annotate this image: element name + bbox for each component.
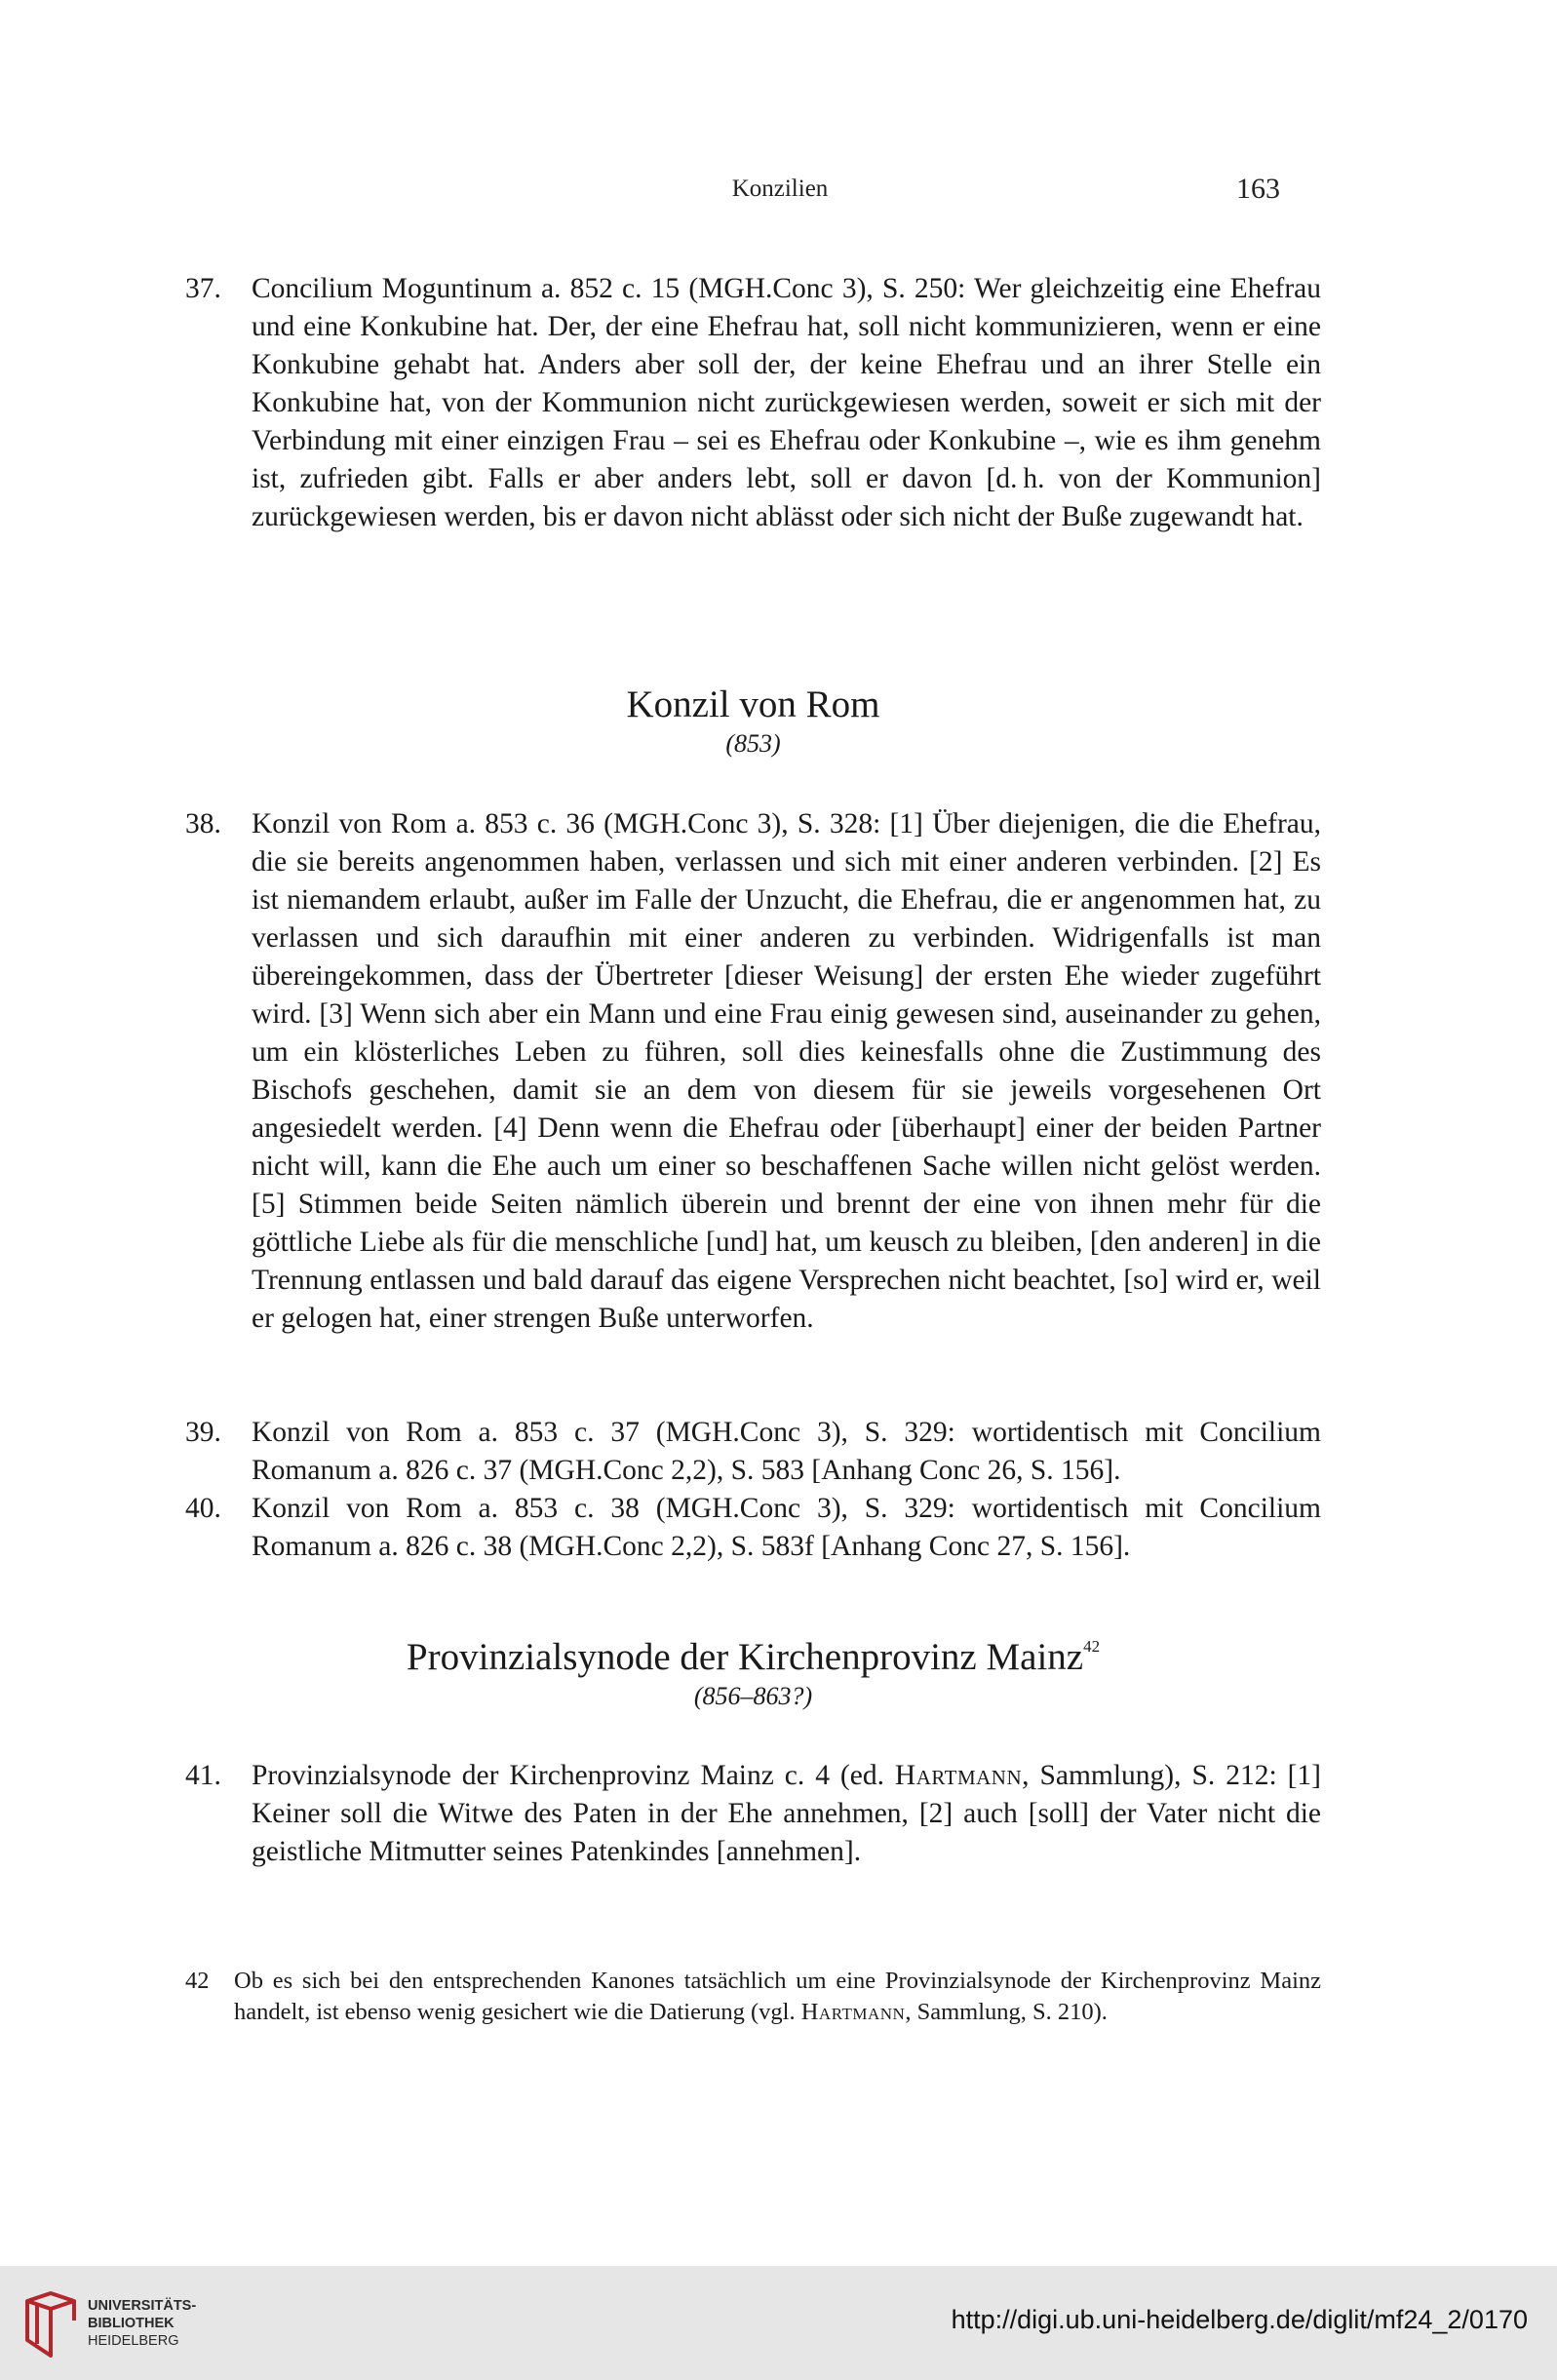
section-date: (856–863?) [693,1682,813,1710]
running-head-title: Konzilien [731,176,829,202]
footnote-text-part: Ob es sich bei den entsprechenden Kanones tatsächlich um eine Provinzialsynode der Kirchenprovinz Mainz handelt, ist ebenso wenig gesichert wie die Datierung (vgl. [234,1968,1321,2025]
entry-number: 41. [185,1760,221,1791]
entry-text: Konzil von Rom a. 853 c. 36 (MGH.Conc 3), S. 328: [1] Über diejenigen, die die Ehefrau, die sie bereits angenommen haben, verlassen und sich mit einer anderen verbinden. [2] Es ist niemandem erlaubt, außer im Falle der Unzucht, die Ehefrau, die er angenommen hat, zu verlassen und sich daraufhin mit einer anderen zu verbinden. Widrigenfalls ist man übereingekommen, dass der Übertreter [dieser Weisung] der ersten Ehe wieder zugeführt wird. [3] Wenn sich aber ein Mann und eine Frau einig gewesen sind, auseinander zu gehen, um ein klösterliches Leben zu führen, soll dies keinesfalls ohne die Zustimmung des Bischofs geschehen, damit sie an dem von diesem für sie jeweils vorgesehenen Ort angesiedelt werden. [4] Denn wenn die Ehefrau oder [überhaupt] einer der beiden Partner nicht will, kann die Ehe auch um einer so beschaffenen Sache willen nicht gelöst werden. [5] Stimmen beide Seiten nämlich überein und brennt der eine von ihnen mehr für die göttliche Liebe als für die menschliche [und] hat, um keusch zu bleiben, [den anderen] in die Trennung entlassen und bald darauf das eigene Versprechen nicht beachtet, [so] wird er, weil er gelogen hat, einer strengen Buße unterworfen. [252,808,1321,1334]
author-name: Hartmann [800,1999,906,2025]
entry-text [252,1757,1321,1871]
entry-number: 37. [185,273,221,304]
entry-text-part: , Sammlung), S. 212: [1] Keiner soll die Witwe des Paten in der Ehe annehmen, [2] auch [soll] der Vater nicht die geistliche Mitmutter seines Patenkindes [annehmen]. [252,1760,1321,1867]
entry-number: 40. [185,1493,221,1524]
library-name-line: HEIDELBERG [88,2333,179,2349]
entry-37 [185,270,1321,536]
ub-heidelberg-logo-icon[interactable] [21,2291,80,2358]
page-number: 163 [1236,173,1280,205]
section-heading-rom [185,683,1321,761]
entry-text: Konzil von Rom a. 853 c. 38 (MGH.Conc 3), S. 329: wortidentisch mit Concilium Romanum a. 826 c. 38 (MGH.Conc 2,2), S. 583f [Anhang Conc 27, S. 156]. [252,1493,1321,1562]
section-title [185,1635,1321,1680]
footnote-number: 42 [185,1968,210,1994]
entry-39 [185,1414,1321,1490]
library-name [88,2297,196,2350]
footnote-text [234,1966,1321,2028]
entry-40 [185,1490,1321,1566]
library-name-line: UNIVERSITÄTS- [88,2298,197,2314]
entry-text: Concilium Moguntinum a. 852 c. 15 (MGH.Conc 3), S. 250: Wer gleichzeitig eine Ehefrau und eine Konkubine hat. Der, der eine Ehefrau hat, soll nicht kommunizieren, wenn er eine Konkubine gehabt hat. Anders aber soll der, der keine Ehefrau und an ihrer Stelle ein Konkubine hat, von der Kommunion nicht zurückgewiesen werden, soweit er sich mit der Verbindung mit einer einzigen Frau – sei es Ehefrau oder Konkubine –, wie es ihm genehm ist, zufrieden gibt. Falls er aber anders lebt, soll er davon [d. h. von der Kommunion] zurückgewiesen werden, bis er davon nicht ablässt oder sich nicht der Buße zugewandt hat. [252,273,1321,532]
library-name-line: BIBLIOTHEK [88,2316,175,2331]
digitization-footer [0,2266,1557,2380]
entry-text-part: Provinzialsynode der Kirchenprovinz Mainz c. 4 (ed. [252,1760,895,1791]
entry-number: 39. [185,1417,221,1448]
entry-38 [185,805,1321,1338]
entry-41 [185,1757,1321,1871]
footnote-reference: 42 [1083,1637,1101,1656]
section-title: Konzil von Rom [626,683,880,725]
entry-number: 38. [185,808,221,839]
section-title-text: Provinzialsynode der Kirchenprovinz Mainz [406,1636,1084,1678]
entry-text: Konzil von Rom a. 853 c. 37 (MGH.Conc 3), S. 329: wortidentisch mit Concilium Romanum a. 826 c. 37 (MGH.Conc 2,2), S. 583 [Anhang Conc 26, S. 156]. [252,1417,1321,1486]
source-url-link[interactable]: http://digi.ub.uni-heidelberg.de/diglit/mf24_2/0170 [951,2305,1528,2334]
footnote-text-part: , Sammlung, S. 210). [905,1999,1108,2025]
section-heading-mainz [185,1635,1321,1713]
section-date: (853) [725,729,781,758]
author-name: Hartmann [894,1760,1023,1791]
footnote-42 [185,1966,1321,2028]
